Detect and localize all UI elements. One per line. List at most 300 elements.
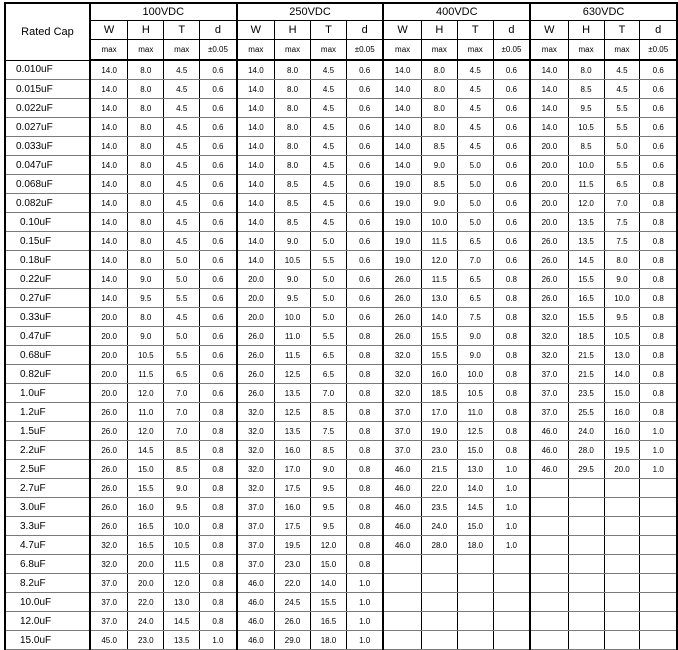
- dimension-cell: 20.0: [530, 156, 568, 175]
- dimension-cell: 8.0: [275, 156, 311, 175]
- dimension-cell: 15.5: [311, 593, 347, 612]
- dimension-cell: 22.0: [421, 479, 457, 498]
- dimension-cell: 0.6: [346, 308, 383, 327]
- dimension-cell: [568, 536, 604, 555]
- dimension-cell: 12.5: [275, 365, 311, 384]
- dimension-cell: 0.8: [640, 384, 677, 403]
- dimension-cell: 0.6: [640, 99, 677, 118]
- limit-header: ±0.05: [346, 40, 383, 61]
- rated-cap-cell: 0.010uF: [5, 60, 90, 80]
- table-row: [5, 403, 677, 422]
- dimension-cell: 14.0: [237, 60, 275, 80]
- rated-cap-cell: 1.2uF: [5, 403, 90, 422]
- dimension-cell: 14.0: [237, 232, 275, 251]
- dimension-cell: 37.0: [237, 498, 275, 517]
- dimension-cell: 0.6: [200, 251, 237, 270]
- capacitor-dimensions-table: [4, 2, 678, 650]
- dimension-cell: 32.0: [530, 327, 568, 346]
- dimension-cell: 37.0: [530, 403, 568, 422]
- dimension-cell: 1.0: [493, 536, 530, 555]
- dimension-header: W: [383, 21, 421, 40]
- dimension-cell: 8.5: [421, 175, 457, 194]
- rated-cap-cell: 2.2uF: [5, 441, 90, 460]
- dimension-cell: 8.0: [275, 99, 311, 118]
- dimension-cell: 26.0: [383, 289, 421, 308]
- rated-cap-cell: 3.3uF: [5, 517, 90, 536]
- dimension-cell: 7.0: [164, 422, 200, 441]
- dimension-cell: [383, 593, 421, 612]
- dimension-cell: 14.0: [383, 156, 421, 175]
- dimension-cell: 14.0: [237, 251, 275, 270]
- rated-cap-cell: 2.7uF: [5, 479, 90, 498]
- dimension-cell: 8.5: [311, 441, 347, 460]
- dimension-cell: 0.6: [200, 270, 237, 289]
- dimension-cell: 17.5: [275, 479, 311, 498]
- dimension-cell: 8.5: [275, 175, 311, 194]
- table-row: [5, 422, 677, 441]
- table-row: [5, 232, 677, 251]
- dimension-header: H: [568, 21, 604, 40]
- dimension-cell: 20.0: [604, 460, 640, 479]
- dimension-cell: 8.0: [275, 80, 311, 99]
- dimension-cell: 17.0: [421, 403, 457, 422]
- dimension-cell: 8.0: [421, 80, 457, 99]
- dimension-cell: 16.5: [128, 517, 164, 536]
- rated-cap-cell: 3.0uF: [5, 498, 90, 517]
- dimension-cell: 24.0: [568, 422, 604, 441]
- dimension-cell: 13.0: [457, 460, 493, 479]
- dimension-cell: 28.0: [421, 536, 457, 555]
- dimension-cell: [568, 498, 604, 517]
- dimension-cell: 7.0: [164, 384, 200, 403]
- dimension-cell: 0.6: [346, 270, 383, 289]
- dimension-cell: 16.5: [311, 612, 347, 631]
- dimension-cell: 5.0: [311, 308, 347, 327]
- dimension-cell: 0.8: [493, 365, 530, 384]
- dimension-cell: 0.8: [200, 479, 237, 498]
- dimension-cell: [604, 612, 640, 631]
- dimension-cell: 0.8: [200, 555, 237, 574]
- dimension-cell: 0.8: [640, 232, 677, 251]
- dimension-cell: 46.0: [530, 441, 568, 460]
- dimension-cell: 15.0: [457, 441, 493, 460]
- dimension-cell: 28.0: [568, 441, 604, 460]
- dimension-cell: [457, 612, 493, 631]
- dimension-cell: 5.5: [311, 251, 347, 270]
- dimension-cell: 0.6: [346, 99, 383, 118]
- dimension-cell: 0.8: [346, 346, 383, 365]
- dimension-cell: 0.6: [493, 232, 530, 251]
- dimension-cell: 18.5: [421, 384, 457, 403]
- dimension-cell: 14.0: [237, 99, 275, 118]
- dimension-cell: 14.0: [530, 99, 568, 118]
- dimension-cell: 14.0: [90, 99, 128, 118]
- dimension-cell: 14.0: [604, 365, 640, 384]
- rated-cap-cell: 0.22uF: [5, 270, 90, 289]
- dimension-cell: 8.0: [128, 137, 164, 156]
- dimension-cell: 0.8: [640, 175, 677, 194]
- dimension-cell: 7.5: [604, 232, 640, 251]
- dimension-cell: 26.0: [237, 327, 275, 346]
- rated-cap-cell: 0.27uF: [5, 289, 90, 308]
- dimension-cell: 32.0: [90, 555, 128, 574]
- dimension-cell: 8.0: [421, 118, 457, 137]
- dimension-cell: [457, 555, 493, 574]
- dimension-cell: 0.8: [200, 517, 237, 536]
- dimension-cell: 11.5: [568, 175, 604, 194]
- dimension-cell: 46.0: [383, 498, 421, 517]
- dimension-cell: 37.0: [530, 384, 568, 403]
- dimension-cell: 12.0: [568, 194, 604, 213]
- dimension-cell: 26.0: [237, 346, 275, 365]
- dimension-cell: 24.0: [421, 517, 457, 536]
- table-row: [5, 99, 677, 118]
- dimension-cell: 0.6: [346, 289, 383, 308]
- dimension-cell: 0.8: [640, 270, 677, 289]
- dimension-cell: 16.5: [568, 289, 604, 308]
- dimension-cell: 32.0: [90, 536, 128, 555]
- dimension-cell: [530, 479, 568, 498]
- rated-cap-cell: 0.15uF: [5, 232, 90, 251]
- dimension-cell: 14.0: [90, 60, 128, 80]
- dimension-cell: 8.0: [128, 60, 164, 80]
- dimension-cell: 14.5: [128, 441, 164, 460]
- limit-header: max: [604, 40, 640, 61]
- dimension-cell: 6.5: [457, 270, 493, 289]
- dimension-cell: [604, 593, 640, 612]
- dimension-cell: 37.0: [237, 536, 275, 555]
- dimension-cell: 14.5: [568, 251, 604, 270]
- dimension-cell: 0.6: [200, 156, 237, 175]
- dimension-cell: 14.5: [164, 612, 200, 631]
- dimension-cell: 14.0: [457, 479, 493, 498]
- dimension-cell: 46.0: [383, 536, 421, 555]
- dimension-cell: 4.5: [311, 137, 347, 156]
- dimension-cell: 14.0: [530, 60, 568, 80]
- dimension-cell: [568, 479, 604, 498]
- dimension-cell: 0.8: [493, 270, 530, 289]
- dimension-cell: 20.0: [90, 327, 128, 346]
- dimension-cell: 14.0: [90, 156, 128, 175]
- dimension-cell: 46.0: [383, 517, 421, 536]
- dimension-cell: 0.8: [346, 403, 383, 422]
- dimension-cell: 0.8: [640, 365, 677, 384]
- dimension-cell: 19.0: [421, 422, 457, 441]
- dimension-cell: 14.0: [311, 574, 347, 593]
- dimension-cell: 8.5: [164, 460, 200, 479]
- dimension-cell: 0.6: [200, 80, 237, 99]
- dimension-cell: 5.5: [164, 289, 200, 308]
- dimension-cell: 19.0: [383, 194, 421, 213]
- dimension-cell: 37.0: [383, 403, 421, 422]
- dimension-cell: [640, 536, 677, 555]
- dimension-cell: 6.5: [604, 175, 640, 194]
- dimension-cell: [493, 555, 530, 574]
- dimension-cell: 26.0: [530, 270, 568, 289]
- dimension-cell: 26.0: [237, 365, 275, 384]
- dimension-cell: 4.5: [164, 308, 200, 327]
- dimension-cell: 0.8: [493, 308, 530, 327]
- dimension-cell: 15.5: [128, 479, 164, 498]
- dimension-cell: 0.8: [346, 441, 383, 460]
- rated-cap-cell: 0.027uF: [5, 118, 90, 137]
- limit-header: ±0.05: [640, 40, 677, 61]
- dimension-cell: 10.5: [604, 327, 640, 346]
- dimension-cell: 0.8: [493, 422, 530, 441]
- dimension-cell: 37.0: [237, 555, 275, 574]
- dimension-cell: [640, 517, 677, 536]
- dimension-cell: 16.0: [421, 365, 457, 384]
- dimension-cell: [640, 555, 677, 574]
- dimension-cell: 20.0: [128, 555, 164, 574]
- dimension-cell: 37.0: [383, 422, 421, 441]
- dimension-cell: 11.0: [275, 327, 311, 346]
- dimension-cell: 5.0: [457, 194, 493, 213]
- dimension-cell: 0.8: [346, 365, 383, 384]
- dimension-cell: 8.0: [568, 60, 604, 80]
- dimension-cell: 23.5: [421, 498, 457, 517]
- dimension-cell: 15.5: [421, 327, 457, 346]
- dimension-cell: 16.0: [128, 498, 164, 517]
- dimension-cell: 0.6: [346, 60, 383, 80]
- dimension-cell: 0.8: [640, 194, 677, 213]
- voltage-group-header: 250VDC: [237, 3, 384, 21]
- voltage-group-header: 100VDC: [90, 3, 237, 21]
- dimension-cell: 0.8: [346, 327, 383, 346]
- table-row: [5, 536, 677, 555]
- dimension-cell: 0.6: [346, 194, 383, 213]
- dimension-cell: 5.0: [164, 327, 200, 346]
- dimension-cell: 0.8: [346, 384, 383, 403]
- dimension-cell: 12.5: [457, 422, 493, 441]
- dimension-cell: 0.8: [200, 403, 237, 422]
- dimension-cell: 26.0: [530, 289, 568, 308]
- dimension-cell: 4.5: [164, 156, 200, 175]
- dimension-cell: 13.0: [604, 346, 640, 365]
- dimension-cell: 4.5: [457, 99, 493, 118]
- dimension-cell: 0.8: [346, 517, 383, 536]
- dimension-header: d: [493, 21, 530, 40]
- dimension-cell: 14.0: [237, 118, 275, 137]
- dimension-cell: 11.5: [128, 365, 164, 384]
- rated-cap-cell: 0.82uF: [5, 365, 90, 384]
- dimension-cell: 0.8: [346, 422, 383, 441]
- dimension-cell: [421, 612, 457, 631]
- dimension-cell: 37.0: [383, 441, 421, 460]
- dimension-cell: [457, 593, 493, 612]
- dimension-cell: [604, 479, 640, 498]
- dimension-cell: [530, 555, 568, 574]
- dimension-cell: 6.5: [311, 346, 347, 365]
- dimension-cell: 17.0: [275, 460, 311, 479]
- dimension-cell: [383, 612, 421, 631]
- dimension-cell: 20.0: [90, 346, 128, 365]
- dimension-cell: 0.6: [493, 156, 530, 175]
- dimension-cell: 20.0: [90, 384, 128, 403]
- dimension-cell: 0.8: [640, 289, 677, 308]
- dimension-cell: 10.0: [164, 517, 200, 536]
- dimension-cell: 32.0: [237, 479, 275, 498]
- dimension-cell: 12.0: [164, 574, 200, 593]
- rated-cap-cell: 10.0uF: [5, 593, 90, 612]
- dimension-cell: 7.0: [457, 251, 493, 270]
- dimension-cell: 0.6: [200, 365, 237, 384]
- dimension-cell: 23.5: [568, 384, 604, 403]
- dimension-cell: 14.0: [237, 175, 275, 194]
- dimension-cell: 4.5: [311, 213, 347, 232]
- dimension-cell: 20.0: [530, 137, 568, 156]
- dimension-cell: 4.5: [164, 194, 200, 213]
- dimension-cell: [530, 517, 568, 536]
- dimension-cell: [604, 555, 640, 574]
- dimension-cell: 9.0: [128, 327, 164, 346]
- dimension-cell: 1.0: [493, 498, 530, 517]
- dimension-cell: 18.5: [568, 327, 604, 346]
- dimension-cell: 10.0: [457, 365, 493, 384]
- dimension-cell: 0.8: [493, 346, 530, 365]
- dimension-cell: 12.0: [421, 251, 457, 270]
- dimension-header: T: [604, 21, 640, 40]
- dimension-cell: [568, 574, 604, 593]
- dimension-cell: 10.5: [275, 251, 311, 270]
- dimension-cell: 9.0: [604, 270, 640, 289]
- dimension-cell: 7.5: [311, 422, 347, 441]
- dimension-cell: 8.5: [275, 194, 311, 213]
- dimension-cell: 0.6: [346, 118, 383, 137]
- dimension-cell: 0.8: [346, 479, 383, 498]
- dimension-header: d: [200, 21, 237, 40]
- dimension-cell: 12.5: [275, 403, 311, 422]
- dimension-cell: 24.0: [128, 612, 164, 631]
- dimension-cell: 8.0: [128, 80, 164, 99]
- dimension-cell: 14.0: [237, 194, 275, 213]
- dimension-cell: 0.6: [346, 175, 383, 194]
- voltage-group-header: 630VDC: [530, 3, 677, 21]
- dimension-cell: 37.0: [90, 612, 128, 631]
- dimension-cell: 5.0: [164, 251, 200, 270]
- dimension-cell: 5.0: [311, 270, 347, 289]
- dimension-cell: 12.0: [128, 384, 164, 403]
- dimension-cell: 8.0: [128, 99, 164, 118]
- dimension-cell: 6.5: [311, 365, 347, 384]
- table-row: [5, 175, 677, 194]
- dimension-cell: [530, 498, 568, 517]
- dimension-cell: [640, 593, 677, 612]
- dimension-cell: 29.0: [275, 631, 311, 650]
- dimension-cell: 0.6: [346, 232, 383, 251]
- dimension-header: T: [164, 21, 200, 40]
- tolerance-header-row: [5, 40, 677, 61]
- dimension-cell: 4.5: [311, 80, 347, 99]
- dimension-cell: 37.0: [90, 593, 128, 612]
- dimension-cell: 8.0: [128, 251, 164, 270]
- dimension-cell: 1.0: [640, 460, 677, 479]
- dimension-cell: 0.6: [200, 213, 237, 232]
- dimension-cell: 8.5: [164, 441, 200, 460]
- dimension-header: d: [640, 21, 677, 40]
- dimension-header: T: [311, 21, 347, 40]
- dimension-cell: 37.0: [237, 517, 275, 536]
- dimension-cell: 1.0: [640, 441, 677, 460]
- dimension-cell: 26.0: [90, 403, 128, 422]
- dimension-cell: 45.0: [90, 631, 128, 650]
- dimension-cell: 32.0: [237, 441, 275, 460]
- limit-header: max: [90, 40, 128, 61]
- dimension-cell: 8.5: [275, 213, 311, 232]
- dimension-cell: 0.6: [493, 80, 530, 99]
- dimension-cell: 5.5: [604, 99, 640, 118]
- dimension-cell: 8.0: [421, 99, 457, 118]
- dimension-cell: 14.0: [530, 118, 568, 137]
- dimension-cell: 46.0: [383, 479, 421, 498]
- dimension-cell: 0.6: [346, 80, 383, 99]
- dimension-cell: 8.5: [311, 403, 347, 422]
- rated-cap-cell: 0.68uF: [5, 346, 90, 365]
- dimension-cell: 10.0: [275, 308, 311, 327]
- dimension-cell: 21.5: [421, 460, 457, 479]
- dimension-cell: 4.5: [311, 60, 347, 80]
- dimension-cell: 15.0: [604, 384, 640, 403]
- dimension-cell: 26.0: [383, 327, 421, 346]
- dimension-cell: [568, 612, 604, 631]
- dimension-cell: 46.0: [237, 612, 275, 631]
- dimension-cell: [421, 555, 457, 574]
- limit-header: max: [457, 40, 493, 61]
- dimension-cell: 19.5: [275, 536, 311, 555]
- dimension-cell: 0.8: [200, 612, 237, 631]
- dimension-cell: 11.0: [128, 403, 164, 422]
- dimension-cell: 0.8: [493, 327, 530, 346]
- dimension-cell: 20.0: [237, 270, 275, 289]
- dimension-cell: 25.5: [568, 403, 604, 422]
- dimension-cell: 0.8: [200, 460, 237, 479]
- dimension-cell: 5.0: [457, 156, 493, 175]
- table-row: [5, 80, 677, 99]
- dimension-cell: 1.0: [640, 422, 677, 441]
- dimension-cell: 14.0: [90, 289, 128, 308]
- dimension-cell: 1.0: [346, 612, 383, 631]
- table-row: [5, 517, 677, 536]
- dimension-cell: [604, 498, 640, 517]
- table-row: [5, 593, 677, 612]
- dimension-header: H: [421, 21, 457, 40]
- dimension-cell: 5.0: [604, 137, 640, 156]
- dimension-cell: 26.0: [530, 251, 568, 270]
- rated-cap-cell: 6.8uF: [5, 555, 90, 574]
- dimension-cell: 13.5: [275, 422, 311, 441]
- dimension-cell: 32.0: [383, 346, 421, 365]
- dimension-cell: 15.0: [128, 460, 164, 479]
- dimension-header: H: [275, 21, 311, 40]
- dimension-cell: 16.0: [275, 441, 311, 460]
- rated-cap-header: Rated Cap: [5, 3, 90, 60]
- dimension-cell: 0.6: [493, 251, 530, 270]
- rated-cap-cell: 0.47uF: [5, 327, 90, 346]
- dimension-cell: 14.0: [90, 118, 128, 137]
- dimension-cell: 0.6: [200, 194, 237, 213]
- dimension-cell: 0.6: [640, 80, 677, 99]
- dimension-cell: 15.5: [421, 346, 457, 365]
- dimension-cell: [383, 574, 421, 593]
- dimension-cell: 23.0: [421, 441, 457, 460]
- dimension-cell: 16.0: [604, 422, 640, 441]
- dimension-cell: 0.6: [493, 175, 530, 194]
- dimension-cell: [604, 536, 640, 555]
- dimension-cell: 10.5: [164, 536, 200, 555]
- dimension-cell: 14.0: [530, 80, 568, 99]
- dimension-header: W: [237, 21, 275, 40]
- table-row: [5, 60, 677, 80]
